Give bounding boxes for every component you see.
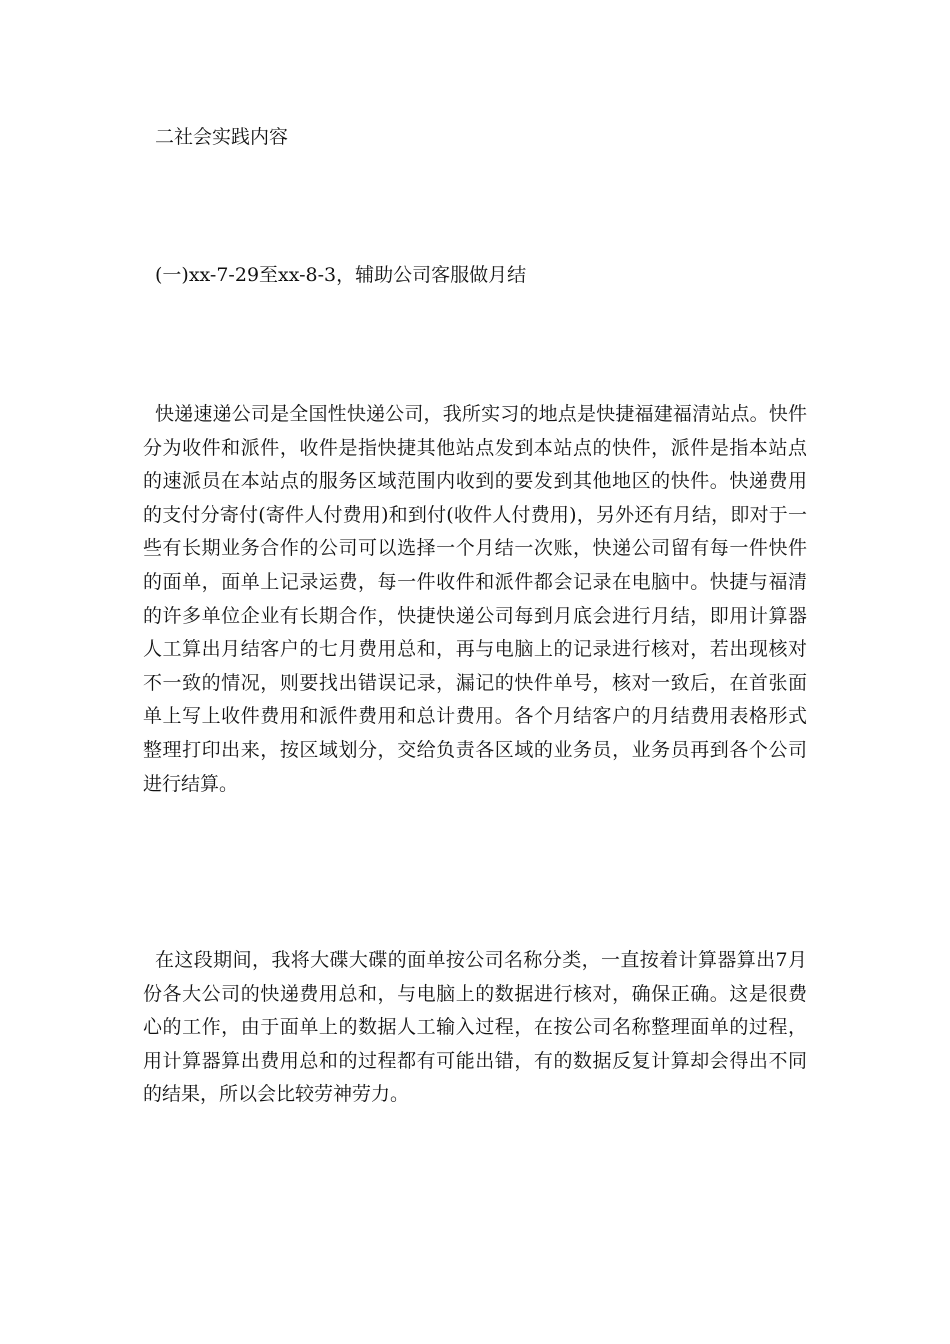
body-paragraph: 快递速递公司是全国性快递公司，我所实习的地点是快捷福建福清站点。快件分为收件和派件，收件是指快捷其他站点发到本站点的快件，派件是指本站点的速派员在本站点的服务区域范围内收到的要发到其他地区的快件。快递费用的支付分寄付(寄件人付费用)和到付(收件人付费用)，另外还有月结，即对于一些有长期业务合作的公司可以选择一个月结一次账，快递公司留有每一件快件的面单，面单上记录运费，每一件收件和派件都会记录在电脑中。快捷与福清的许多单位企业有长期合作，快捷快递公司每到月底会进行月结，即用计算器人工算出月结客户的七月费用总和，再与电脑上的记录进行核对，若出现核对不一致的情况，则要找出错误记录，漏记的快件单号，核对一致后，在首张面单上写上收件费用和派件费用和总计费用。各个月结客户的月结费用表格形式整理打印出来，按区域划分，交给负责各区域的业务员，业务员再到各个公司进行结算。 — [143, 403, 807, 795]
section-title: 二社会实践内容 — [155, 126, 289, 148]
body-paragraph: 在这段期间，我将大碟大碟的面单按公司名称分类，一直按着计算器算出7月份各大公司的快递费用总和，与电脑上的数据进行核对，确保正确。这是很费心的工作，由于面单上的数据人工输入过程，在按公司名称整理面单的过程，用计算器算出费用总和的过程都有可能出错，有的数据反复计算却会得出不同的结果，所以会比较劳神劳力。 — [143, 949, 807, 1106]
subsection-title: (一)xx-7-29至xx-8-3，辅助公司客服做月结 — [155, 264, 527, 286]
